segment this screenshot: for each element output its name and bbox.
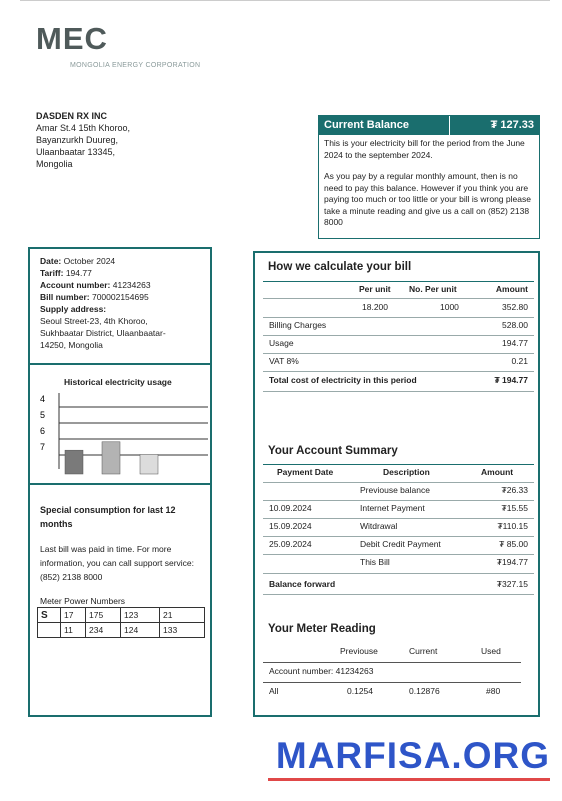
calc-row-label: Usage: [269, 338, 294, 348]
bill-value: 700002154695: [91, 292, 149, 302]
calc-per-unit: 18.200: [362, 302, 388, 312]
calc-row-label: Billing Charges: [269, 320, 327, 330]
summary-rule: [263, 573, 534, 574]
calc-unit-amount: 352.80: [502, 302, 528, 312]
summary-row-amount: ₮15.55: [501, 503, 528, 513]
meter-cell: 21: [160, 608, 205, 623]
chart-tick-label: 6: [40, 426, 46, 436]
top-rule: [20, 0, 550, 1]
meter-cell: 133: [160, 623, 205, 638]
balance-label: Current Balance: [324, 119, 409, 131]
customer-address-line: Mongolia: [36, 159, 73, 169]
summary-row: [263, 557, 534, 569]
calc-total-label: Total cost of electricity in this period: [269, 375, 417, 385]
balance-note-text: As you pay by a regular monthly amount, then is no need to pay this balance. However if you think you are paying too much or too little or your bill is wrong please take a minute reading and give us a call on (852) 2138 8000: [324, 171, 531, 227]
summary-balance-value: ₮327.15: [496, 579, 528, 589]
calc-col-per-unit: Per unit: [359, 284, 391, 294]
summary-balance-row: [263, 579, 534, 591]
summary-col-description: Description: [383, 467, 430, 477]
summary-row: [263, 521, 534, 533]
calc-no-per-unit: 1000: [440, 302, 459, 312]
calc-row: [263, 338, 534, 350]
date-label: Date:: [40, 256, 62, 266]
balance-header: [319, 116, 539, 135]
calc-rule: [263, 353, 534, 354]
logo-company-name: MONGOLIA ENERGY CORPORATION: [70, 62, 201, 69]
calc-row: [263, 356, 534, 368]
summary-row-date: 15.09.2024: [269, 521, 312, 531]
summary-col-date: Payment Date: [277, 467, 334, 477]
summary-balance-label: Balance forward: [269, 579, 336, 589]
meter-power-label: Meter Power Numbers: [40, 596, 126, 606]
bill-line: [40, 291, 210, 303]
calc-row-label: VAT 8%: [269, 356, 299, 366]
summary-row-amount: ₮110.15: [497, 521, 528, 531]
calc-row-value: 0.21: [511, 356, 528, 366]
calc-col-no-per-unit: No. Per unit: [409, 284, 457, 294]
calc-row-value: 528.00: [502, 320, 528, 330]
watermark-text: MARFISA.ORG: [275, 735, 550, 776]
summary-rule: [263, 500, 534, 501]
meter-cell: 17: [61, 608, 86, 623]
calc-unit-row: [263, 302, 534, 314]
calc-rule: [263, 391, 534, 392]
summary-title: Your Account Summary: [268, 445, 398, 457]
summary-row-description: Witdrawal: [360, 521, 398, 531]
company-logo: [36, 22, 108, 56]
meter-row-previous: 0.1254: [347, 686, 373, 696]
supply-line: Seoul Street-23, 4th Khoroo,: [40, 316, 148, 326]
meter-cell: 123: [121, 608, 160, 623]
summary-row: [263, 503, 534, 515]
tariff-line: [40, 267, 210, 279]
meter-cell: S: [38, 608, 61, 623]
bill-details-box: [253, 251, 540, 717]
summary-rule: [263, 594, 534, 595]
tariff-value: 194.77: [65, 268, 92, 278]
meter-rule: [263, 662, 521, 663]
meter-power-row: [38, 608, 205, 623]
meter-row: [263, 686, 534, 698]
bill-label: Bill number:: [40, 292, 90, 302]
summary-row: [263, 485, 534, 497]
special-text: Last bill was paid in time. For more information, you can call support service: (852) 2138 8000: [40, 544, 195, 582]
chart-bar: [140, 454, 158, 474]
summary-rule: [263, 518, 534, 519]
chart-tick-label: 7: [40, 442, 46, 452]
chart-bar: [102, 442, 120, 474]
chart-tick-label: 4: [40, 394, 46, 404]
usage-chart-box: [28, 365, 212, 485]
meter-power-table: [37, 607, 205, 638]
usage-chart-title: Historical electricity usage: [64, 377, 172, 387]
meter-col-used: Used: [481, 646, 501, 656]
meter-header: [263, 646, 534, 658]
summary-row: [263, 539, 534, 551]
meter-power-row: [38, 623, 205, 638]
customer-block: [36, 110, 236, 170]
meter-cell: 175: [86, 608, 121, 623]
balance-period-text: This is your electricity bill for the period from the June 2024 to the september 2024.: [324, 138, 525, 160]
usage-chart: [30, 383, 210, 483]
watermark: [268, 735, 550, 781]
supply-label: Supply address:: [40, 304, 107, 314]
meter-col-previous: Previouse: [340, 646, 378, 656]
calc-rule: [263, 317, 534, 318]
tariff-label: Tariff:: [40, 268, 64, 278]
summary-row-description: Previouse balance: [360, 485, 430, 495]
calc-title-rule: [263, 281, 534, 282]
logo-mark: MEC: [36, 21, 108, 56]
summary-row-description: This Bill: [360, 557, 390, 567]
account-info: [30, 249, 210, 351]
balance-amount: ₮ 127.33: [449, 116, 539, 135]
customer-address-line: Bayanzurkh Duureg,: [36, 135, 119, 145]
summary-title-rule: [263, 464, 534, 465]
summary-rule: [263, 536, 534, 537]
calc-rule: [263, 298, 534, 299]
special-consumption-box: [28, 485, 212, 717]
meter-cell: 234: [86, 623, 121, 638]
summary-row-description: Internet Payment: [360, 503, 425, 513]
meter-rule: [263, 682, 521, 683]
summary-row-date: 25.09.2024: [269, 539, 312, 549]
customer-address-line: Amar St.4 15th Khoroo,: [36, 123, 131, 133]
meter-cell: 11: [61, 623, 86, 638]
meter-account-line: Account number: 41234263: [269, 666, 374, 676]
chart-bar: [65, 450, 83, 474]
summary-row-amount: ₮194.77: [496, 557, 528, 567]
summary-rule: [263, 554, 534, 555]
summary-col-amount: Amount: [481, 467, 514, 477]
calc-col-amount: Amount: [495, 284, 528, 294]
meter-row-current: 0.12876: [409, 686, 440, 696]
account-value: 41234263: [112, 280, 151, 290]
account-label: Account number:: [40, 280, 111, 290]
customer-address-line: Ulaanbaatar 13345,: [36, 147, 116, 157]
meter-row-used: #80: [486, 686, 501, 696]
customer-name: DASDEN RX INC: [36, 111, 108, 121]
date-value: October 2024: [63, 256, 116, 266]
special-title: Special consumption for last 12 months: [40, 505, 176, 529]
summary-row-date: 10.09.2024: [269, 503, 312, 513]
meter-row-label: All: [269, 686, 279, 696]
calc-total-value: ₮ 194.77: [494, 375, 528, 385]
calc-row: [263, 320, 534, 332]
calc-title: How we calculate your bill: [268, 261, 412, 273]
watermark-underline: [268, 778, 550, 781]
meter-title: Your Meter Reading: [268, 623, 376, 635]
summary-rule: [263, 482, 534, 483]
summary-header: [263, 467, 534, 479]
calc-header: [263, 284, 534, 296]
calc-rule: [263, 335, 534, 336]
calc-row-value: 194.77: [502, 338, 528, 348]
account-line: [40, 279, 210, 291]
summary-row-amount: ₮ 85.00: [499, 539, 528, 549]
meter-cell: 124: [121, 623, 160, 638]
date-line: [40, 255, 210, 267]
meter-col-current: Current: [409, 646, 438, 656]
calc-total-row: [263, 375, 534, 387]
supply-line: 14250, Mongolia: [40, 340, 103, 350]
current-balance-box: [318, 115, 540, 239]
account-info-box: [28, 247, 212, 365]
chart-tick-label: 5: [40, 410, 46, 420]
summary-row-description: Debit Credit Payment: [360, 539, 441, 549]
calc-rule: [263, 371, 534, 372]
summary-row-amount: ₮26.33: [501, 485, 528, 495]
meter-cell: [38, 623, 61, 638]
supply-line: Sukhbaatar District, Ulaanbaatar-: [40, 328, 166, 338]
